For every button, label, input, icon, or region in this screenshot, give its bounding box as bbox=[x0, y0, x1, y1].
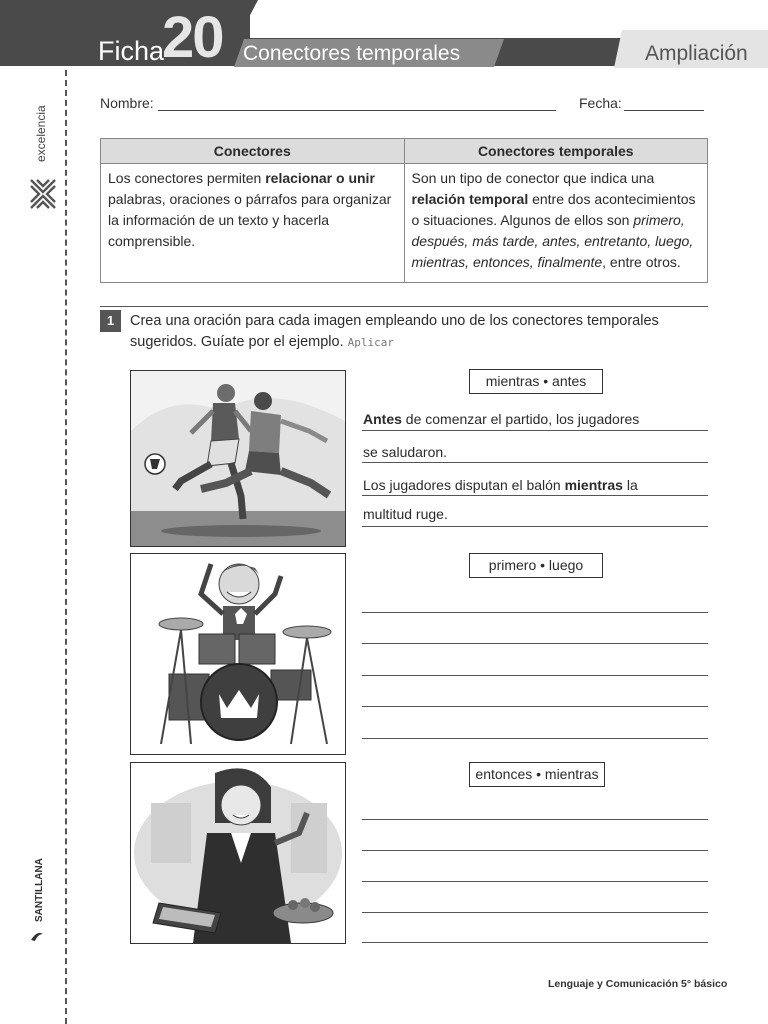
skill-tag: Aplicar bbox=[347, 336, 394, 349]
activity-number: 1 bbox=[100, 310, 121, 332]
answer-line[interactable] bbox=[362, 942, 708, 943]
santillana-logo-icon bbox=[29, 928, 45, 949]
answer-line[interactable] bbox=[362, 850, 708, 851]
name-label: Nombre: bbox=[100, 95, 154, 111]
publisher-name: SANTILLANA bbox=[34, 858, 45, 922]
answer-line[interactable] bbox=[362, 526, 708, 527]
section-label: Ampliación bbox=[645, 42, 748, 65]
name-field[interactable] bbox=[158, 110, 556, 111]
answer-line[interactable] bbox=[362, 495, 708, 496]
answer-line[interactable] bbox=[362, 706, 708, 707]
answer-line[interactable] bbox=[362, 912, 708, 913]
excelencia-logo-icon bbox=[28, 176, 58, 217]
cut-line bbox=[65, 70, 67, 1024]
example-line-1: Antes de comenzar el partido, los jugadores bbox=[363, 411, 640, 427]
woman-with-tablet-image bbox=[130, 762, 346, 944]
drummer-boy-image bbox=[130, 553, 346, 755]
answer-line[interactable] bbox=[362, 738, 708, 739]
page-title: Conectores temporales bbox=[243, 42, 461, 65]
date-label: Fecha: bbox=[579, 95, 622, 111]
answer-line[interactable] bbox=[362, 675, 708, 676]
definition-temporales: Son un tipo de conector que indica una relación temporal entre dos acontecimientos o situaciones. Algunos de ellos son primero, después, más tarde, antes, entretanto, luego, mientras, entonces, finalmente, entre otros. bbox=[404, 164, 708, 283]
ficha-number: 20 bbox=[162, 5, 223, 70]
ficha-label: Ficha bbox=[98, 36, 165, 66]
brand-word: excelencia bbox=[34, 105, 48, 162]
connector-chip: mientras • antes bbox=[469, 369, 603, 394]
connector-chip: primero • luego bbox=[469, 553, 603, 578]
table-header-temporales: Conectores temporales bbox=[404, 139, 708, 164]
answer-line[interactable] bbox=[362, 643, 708, 644]
connector-chip: entonces • mientras bbox=[469, 762, 605, 787]
table-header-conectores: Conectores bbox=[101, 139, 405, 164]
answer-line[interactable] bbox=[362, 881, 708, 882]
soccer-players-image bbox=[130, 370, 346, 547]
answer-line[interactable] bbox=[362, 462, 708, 463]
example-line-3: Los jugadores disputan el balón mientras la bbox=[363, 477, 638, 493]
activity-instruction: Crea una oración para cada imagen empleando uno de los conectores temporales sugeridos. Guíate por el ejemplo. Aplicar bbox=[130, 313, 659, 350]
answer-line[interactable] bbox=[362, 612, 708, 613]
footer-subject: Lenguaje y Comunicación 5° básico bbox=[548, 978, 728, 990]
activity-divider bbox=[100, 306, 708, 307]
answer-line[interactable] bbox=[362, 819, 708, 820]
example-line-4: multitud ruge. bbox=[363, 506, 448, 522]
concept-table bbox=[100, 138, 708, 283]
answer-line[interactable] bbox=[362, 430, 708, 431]
example-line-2: se saludaron. bbox=[363, 444, 448, 460]
date-field[interactable] bbox=[624, 110, 704, 111]
definition-conectores: Los conectores permiten relacionar o unir palabras, oraciones o párrafos para organizar la información de un texto y hacerla comprensible. bbox=[101, 164, 405, 283]
